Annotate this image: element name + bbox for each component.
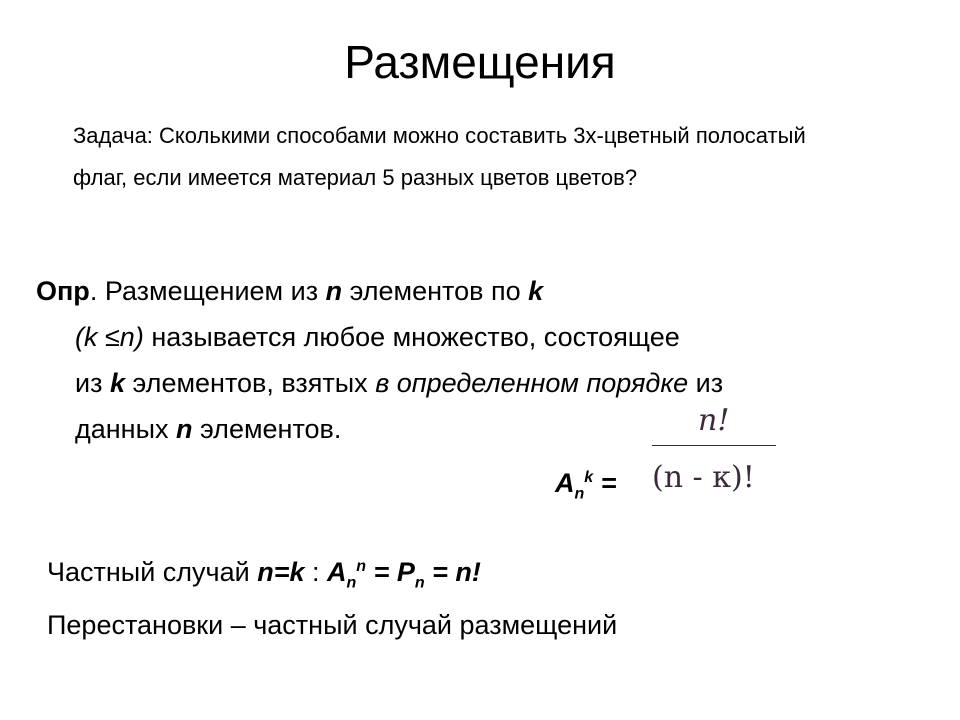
permutations-line: Перестановки – частный случай размещений	[47, 610, 618, 640]
slide-title: Размещения	[344, 36, 616, 88]
definition-line-4: данных n элементов.	[75, 414, 342, 444]
ordered-phrase: в определенном порядке	[375, 368, 689, 398]
fraction-bar	[652, 445, 776, 446]
var-n: n	[176, 414, 193, 444]
formula-fraction	[640, 400, 780, 506]
fraction-numerator: n!	[698, 403, 730, 438]
var-k: k	[109, 368, 125, 398]
fraction-denominator: (n - к)!	[652, 460, 755, 495]
formula-lhs: $A_n^k$ =	[555, 468, 617, 503]
definition-line-1: Опр. Размещением из n элементов по k	[36, 276, 544, 306]
definition-line-3: из k элементов, взятых в определенном порядке из	[75, 368, 724, 398]
var-k: k	[528, 276, 544, 306]
special-case-condition: n=k	[257, 557, 305, 587]
definition-label: Опр	[36, 276, 90, 306]
definition-line-2: (k ≤n) называется любое множество, состоящее	[75, 322, 680, 352]
task-text: Задача: Сколькими способами можно составить 3х-цветный полосатый флаг, если имеется материал 5 разных цветов цветов?	[73, 123, 806, 190]
definition-block	[36, 268, 916, 452]
var-n: n	[325, 276, 343, 306]
condition: (k ≤n)	[75, 322, 144, 352]
special-case-line: Частный случай n=k : $A_n^n = P_n = n$!	[47, 557, 481, 592]
